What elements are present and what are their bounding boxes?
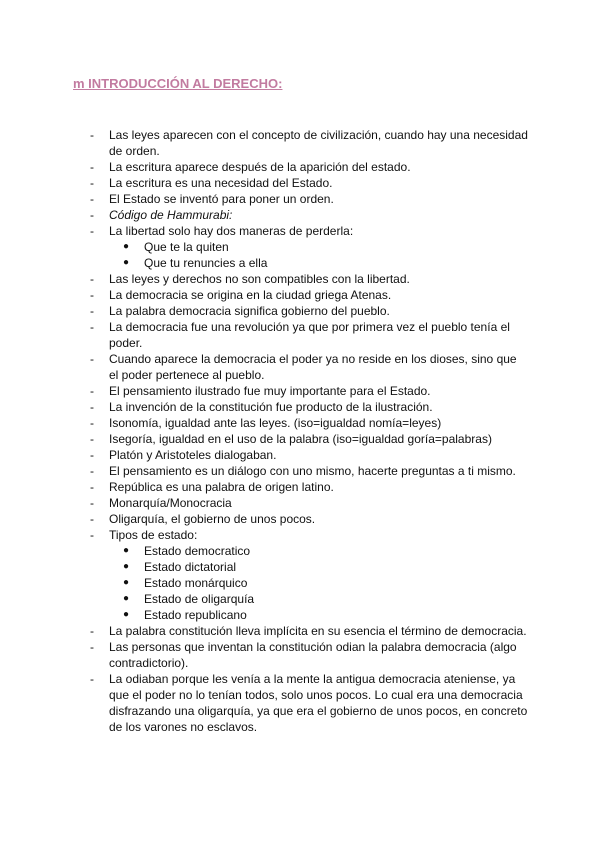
sub-list-item [109,591,529,607]
sub-list-item [109,255,529,271]
list-item-text: Isegoría, igualdad en el uso de la palabra (iso=igualdad goría=palabras) [109,432,492,446]
round-bullet-icon: ● [123,241,130,252]
dash-bullet-icon: - [90,496,94,510]
list-item-text: La democracia fue una revolución ya que por primera vez el pueblo tenía el poder. [109,320,510,350]
dash-bullet-icon: - [90,672,94,686]
dash-bullet-icon: - [90,192,94,206]
sub-list [109,239,529,271]
dash-bullet-icon: - [90,400,94,414]
list-item-text: Isonomía, igualdad ante las leyes. (iso=igualdad nomía=leyes) [109,416,442,430]
dash-bullet-icon: - [90,352,94,366]
list-item-text: La libertad solo hay dos maneras de perderla: [109,224,354,238]
sub-list-item [109,543,529,559]
list-item-text: La democracia se origina en la ciudad griega Atenas. [109,288,392,302]
list-item [0,415,529,431]
list-item [0,639,529,671]
dash-bullet-icon: - [90,416,94,430]
dash-bullet-icon: - [90,464,94,478]
sub-list-item [109,607,529,623]
list-item [0,463,529,479]
list-item-text: Las leyes y derechos no son compatibles con la libertad. [109,272,410,286]
list-item [0,159,529,175]
dash-bullet-icon: - [90,528,94,542]
sub-list-item-text: Que tu renuncies a ella [144,256,268,270]
sub-list-item-text: Estado republicano [144,608,247,622]
dash-bullet-icon: - [90,288,94,302]
list-item-text: Cuando aparece la democracia el poder ya no reside en los dioses, sino que el poder pertenece al pueblo. [109,352,517,382]
list-item-text: La odiaban porque les venía a la mente la antigua democracia ateniense, ya que el poder no lo tenían todos, solo unos pocos. Lo cual era una democracia disfrazando una oligarquía, ya que era el gobierno de unos pocos, en concreto de los varones no esclavos. [109,672,528,734]
list-item-text: República es una palabra de origen latino. [109,480,334,494]
list-item [0,527,529,623]
list-item-text: Las leyes aparecen con el concepto de civilización, cuando hay una necesidad de orden. [109,128,528,158]
sub-list-item [109,575,529,591]
dash-bullet-icon: - [90,432,94,446]
list-item-text: La escritura aparece después de la aparición del estado. [109,160,411,174]
list-item [0,479,529,495]
list-item [0,191,529,207]
list-item-text: Las personas que inventan la constitución odian la palabra democracia (algo contradictorio). [109,640,517,670]
dash-bullet-icon: - [90,160,94,174]
list-item [0,447,529,463]
list-item-text: Monarquía/Monocracia [109,496,232,510]
list-item-text: Platón y Aristoteles dialogaban. [109,448,277,462]
list-item-text: La palabra constitución lleva implícita en su esencia el término de democracia. [109,624,527,638]
round-bullet-icon: ● [123,561,130,572]
list-item [0,623,529,639]
sub-list-item-text: Que te la quiten [144,240,229,254]
round-bullet-icon: ● [123,577,130,588]
round-bullet-icon: ● [123,545,130,556]
list-item [0,495,529,511]
list-item [0,303,529,319]
list-item [0,287,529,303]
sub-list-item-text: Estado democratico [144,544,251,558]
list-item-text: La palabra democracia significa gobierno del pueblo. [109,304,390,318]
round-bullet-icon: ● [123,593,130,604]
dash-bullet-icon: - [90,448,94,462]
sub-list-item-text: Estado de oligarquía [144,592,255,606]
list-item-text: La invención de la constitución fue producto de la ilustración. [109,400,433,414]
list-item-text: Tipos de estado: [109,528,198,542]
dash-bullet-icon: - [90,176,94,190]
sub-list-item [109,239,529,255]
round-bullet-icon: ● [123,257,130,268]
dash-bullet-icon: - [90,384,94,398]
list-item [0,271,529,287]
list-item [0,431,529,447]
document-title: m INTRODUCCIÓN AL DERECHO: [73,76,283,91]
dash-bullet-icon: - [90,128,94,142]
dash-bullet-icon: - [90,640,94,654]
sub-list-item-text: Estado monárquico [144,576,248,590]
list-item-text: Oligarquía, el gobierno de unos pocos. [109,512,316,526]
list-item-text: La escritura es una necesidad del Estado. [109,176,333,190]
list-item [0,319,529,351]
list-item [0,207,529,223]
list-item [0,351,529,383]
sub-list [109,543,529,623]
notes-list [0,127,600,735]
list-item [0,175,529,191]
list-item-text: El pensamiento ilustrado fue muy importante para el Estado. [109,384,431,398]
dash-bullet-icon: - [90,304,94,318]
dash-bullet-icon: - [90,208,94,222]
list-item [0,383,529,399]
dash-bullet-icon: - [90,272,94,286]
dash-bullet-icon: - [90,624,94,638]
dash-bullet-icon: - [90,224,94,238]
list-item [0,671,529,735]
round-bullet-icon: ● [123,609,130,620]
list-item [0,511,529,527]
list-item [0,223,529,271]
list-item [0,399,529,415]
list-item-text: Código de Hammurabi: [109,208,233,222]
list-item [0,127,529,159]
list-item-text: El Estado se inventó para poner un orden. [109,192,334,206]
sub-list-item-text: Estado dictatorial [144,560,237,574]
sub-list-item [109,559,529,575]
dash-bullet-icon: - [90,480,94,494]
dash-bullet-icon: - [90,320,94,334]
dash-bullet-icon: - [90,512,94,526]
list-item-text: El pensamiento es un diálogo con uno mismo, hacerte preguntas a ti mismo. [109,464,516,478]
